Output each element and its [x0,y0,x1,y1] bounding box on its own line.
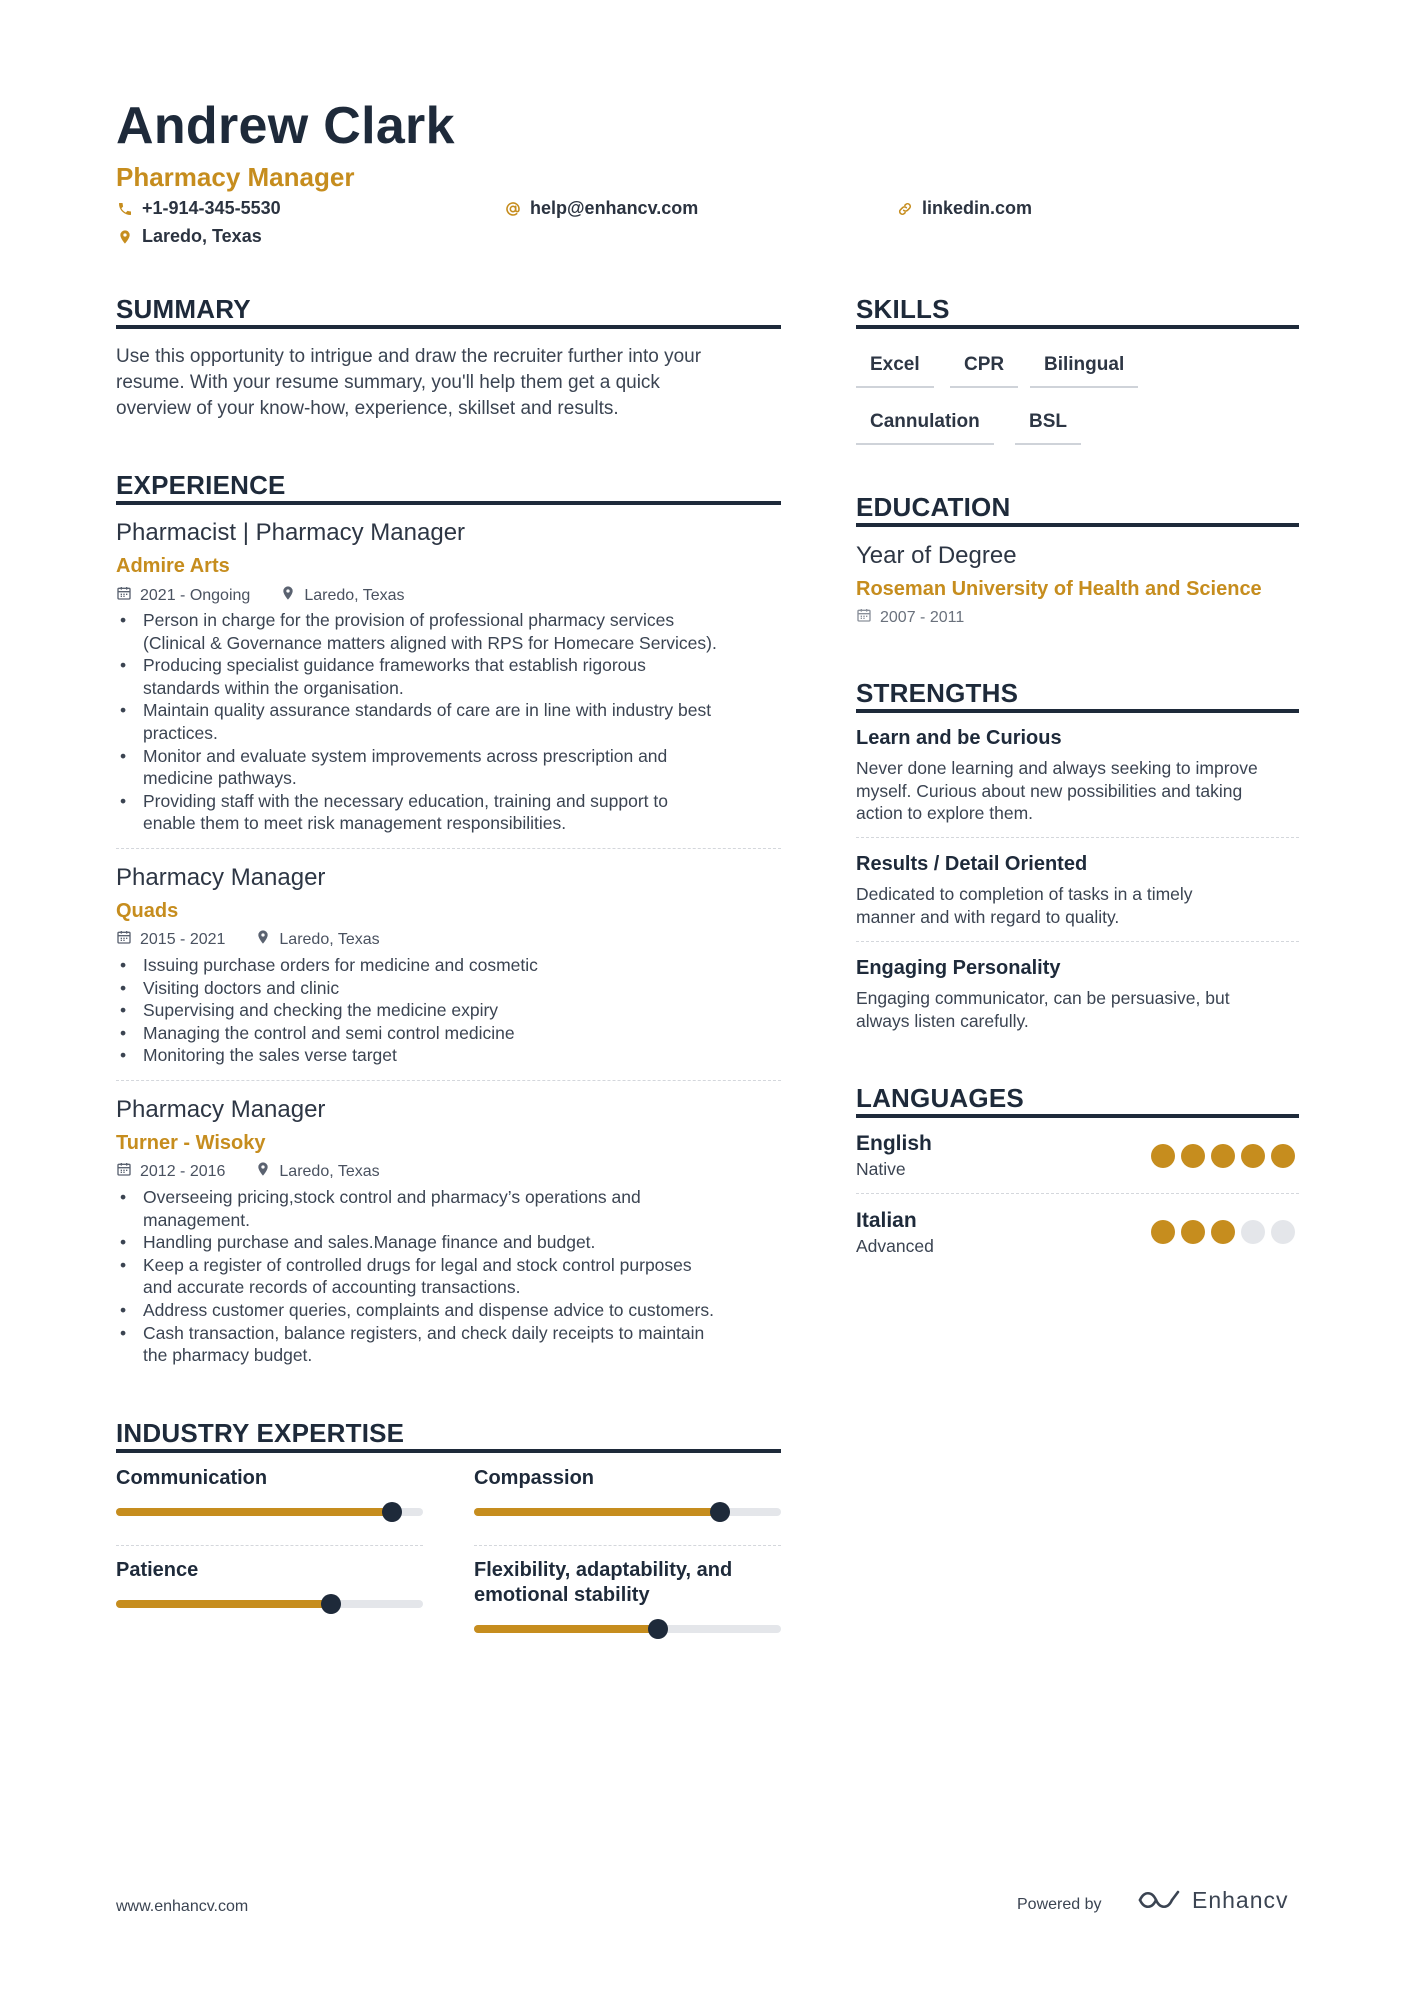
divider [116,1080,781,1081]
contact-link[interactable] [896,198,1032,219]
expertise-bar-fill [474,1508,720,1516]
education-meta [856,607,986,628]
expertise-bar-knob [648,1619,668,1639]
strength-title: Engaging Personality [856,957,1061,979]
list-item: • Supervising and checking the medicine expiry [116,999,796,1022]
location-text: Laredo, Texas [142,226,262,246]
list-item: • Visiting doctors and clinic [116,977,796,1000]
at-icon [504,200,522,218]
rating-dot-empty [1241,1220,1265,1244]
list-item: • Overseeing pricing,stock control and pharmacy’s operations and management. [116,1186,796,1231]
strength-description: Dedicated to completion of tasks in a timely manner and with regard to quality. [856,884,1193,927]
list-item: • Managing the control and semi control medicine [116,1022,796,1045]
expertise-bar-fill [474,1625,658,1633]
education-rule [856,523,1299,527]
rating-dot-filled [1181,1144,1205,1168]
list-item: • Handling purchase and sales.Manage finance and budget. [116,1231,796,1254]
job-meta [116,929,402,950]
list-item: • Address customer queries, complaints and dispense advice to customers. [116,1299,796,1322]
job-role: Pharmacy Manager [116,864,326,891]
education-degree: Year of Degree [856,542,1017,569]
rating-dot-filled [1151,1220,1175,1244]
languages-title: LANGUAGES [856,1083,1024,1113]
linkedin-link[interactable]: linkedin.com [922,198,1033,218]
strengths-rule [856,709,1299,713]
expertise-bar-fill [116,1508,392,1516]
education-title: EDUCATION [856,492,1011,522]
education-school: Roseman University of Health and Science [856,578,1262,600]
divider [116,1545,423,1546]
location-pin-icon [255,1161,271,1182]
language-rating [1151,1220,1295,1244]
expertise-bar [474,1625,781,1633]
expertise-bar-knob [321,1594,341,1614]
job-location: Laredo, Texas [279,1162,380,1180]
rating-dot-empty [1271,1220,1295,1244]
skill-tag: Bilingual [1030,348,1138,388]
skill-tag: BSL [1015,405,1081,445]
contact-email[interactable] [504,198,698,219]
languages-rule [856,1114,1299,1118]
skills-rule [856,325,1299,329]
summary-text: Use this opportunity to intrigue and draw the recruiter further into your resume. With your resume summary, you'll help them get a quick overview of your know-how, experience, skillset and results. [116,346,702,419]
rating-dot-filled [1241,1144,1265,1168]
education-dates: 2007 - 2011 [880,608,965,626]
rating-dot-filled [1271,1144,1295,1168]
expertise-label: Compassion [474,1467,595,1489]
calendar-icon [856,607,872,628]
list-item: • Monitor and evaluate system improvements across prescription and medicine pathways. [116,745,796,790]
language-level: Native [856,1159,906,1179]
expertise-bar [116,1600,423,1608]
strength-description: Never done learning and always seeking to improve myself. Curious about new possibilities and taking action to explore them. [856,758,1258,824]
footer-brand-name: Enhancv [1192,1886,1289,1913]
divider [856,837,1299,838]
enhancv-logo-icon [1136,1886,1184,1914]
rating-dot-filled [1151,1144,1175,1168]
summary-rule [116,325,781,329]
divider [474,1545,781,1546]
summary-title: SUMMARY [116,294,251,324]
expertise-title: INDUSTRY EXPERTISE [116,1418,405,1448]
job-dates: 2021 - Ongoing [140,586,251,604]
contact-location [116,226,262,247]
job-role: Pharmacist | Pharmacy Manager [116,519,466,546]
divider [856,941,1299,942]
list-item: • Keep a register of controlled drugs for legal and stock control purposes and accurate records of accounting transactions. [116,1254,796,1299]
list-item: • Monitoring the sales verse target [116,1044,796,1067]
footer-website[interactable]: www.enhancv.com [116,1898,249,1915]
job-role: Pharmacy Manager [116,1096,326,1123]
strength-description: Engaging communicator, can be persuasive, but always listen carefully. [856,988,1230,1031]
link-icon [896,200,914,218]
list-item: • Maintain quality assurance standards of care are in line with industry best practices. [116,699,796,744]
job-bullets [116,954,796,1067]
list-item: • Producing specialist guidance frameworks that establish rigorous standards within the organisation. [116,654,796,699]
job-location: Laredo, Texas [304,586,405,604]
divider [856,1193,1299,1194]
job-location: Laredo, Texas [279,930,380,948]
footer-powered-by: Powered by [1017,1896,1102,1913]
calendar-icon [116,585,132,606]
location-pin-icon [280,585,296,606]
skill-tag: Excel [856,348,934,388]
language-level: Advanced [856,1236,934,1256]
language-name: Italian [856,1209,917,1232]
strengths-title: STRENGTHS [856,678,1019,708]
language-name: English [856,1132,932,1155]
job-bullets [116,609,796,835]
calendar-icon [116,929,132,950]
rating-dot-filled [1211,1220,1235,1244]
expertise-bar [116,1508,423,1516]
expertise-label: Communication [116,1467,268,1489]
expertise-label: Flexibility, adaptability, and emotional stability [474,1559,733,1606]
job-bullets [116,1186,796,1367]
language-rating [1151,1144,1295,1168]
job-meta [116,585,427,606]
job-company: Quads [116,900,179,922]
expertise-bar [474,1508,781,1516]
expertise-bar-knob [710,1502,730,1522]
list-item: • Cash transaction, balance registers, and check daily receipts to maintain the pharmacy budget. [116,1322,796,1367]
expertise-rule [116,1449,781,1453]
list-item: • Issuing purchase orders for medicine and cosmetic [116,954,796,977]
job-meta [116,1161,402,1182]
strength-title: Results / Detail Oriented [856,853,1088,875]
expertise-label: Patience [116,1559,199,1581]
phone-icon [116,200,134,218]
job-company: Admire Arts [116,555,230,577]
contact-phone [116,198,281,219]
location-pin-icon [255,929,271,950]
experience-rule [116,501,781,505]
rating-dot-filled [1181,1220,1205,1244]
experience-title: EXPERIENCE [116,470,286,500]
strength-title: Learn and be Curious [856,727,1062,749]
expertise-bar-fill [116,1600,331,1608]
list-item: • Providing staff with the necessary education, training and support to enable them to meet risk management responsibilities. [116,790,796,835]
rating-dot-filled [1211,1144,1235,1168]
phone-text: +1-914-345-5530 [142,198,281,218]
skills-title: SKILLS [856,294,950,324]
location-pin-icon [116,228,134,246]
expertise-bar-knob [382,1502,402,1522]
candidate-headline: Pharmacy Manager [116,162,355,192]
skill-tag: Cannulation [856,405,994,445]
job-dates: 2012 - 2016 [140,1162,226,1180]
calendar-icon [116,1161,132,1182]
candidate-name: Andrew Clark [116,97,455,155]
footer-brand-logo[interactable] [1136,1886,1289,1914]
list-item: • Person in charge for the provision of professional pharmacy services (Clinical & Governance matters aligned with RPS for Homecare Services). [116,609,796,654]
skill-tag: CPR [950,348,1018,388]
job-company: Turner - Wisoky [116,1132,266,1154]
divider [116,848,781,849]
email-link[interactable]: help@enhancv.com [530,198,699,218]
job-dates: 2015 - 2021 [140,930,226,948]
